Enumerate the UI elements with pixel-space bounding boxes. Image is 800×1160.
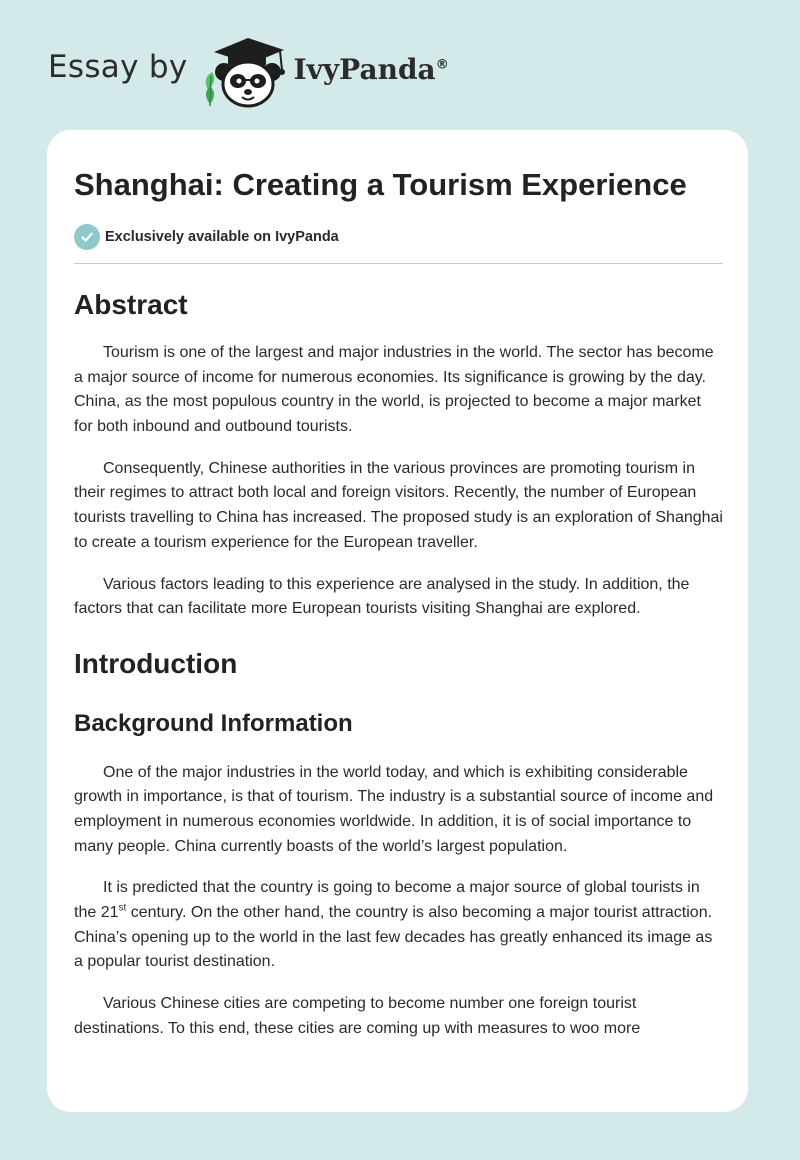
intro-paragraph: Various Chinese cities are competing to become number one foreign tourist destinations. To this end, these cities are coming up with measures to woo more <box>74 995 641 1037</box>
abstract-heading: Abstract <box>74 289 188 320</box>
essay-content <box>74 130 723 1041</box>
site-header-brand[interactable] <box>48 30 449 110</box>
intro-paragraph: It is predicted that the country is going to become a major source of global tourists in the 21st century. On the other hand, the country is also becoming a major tourist attraction. China’s opening up to the world in the last few decades has greatly enhanced its image as a popular tourist destination. <box>74 879 713 971</box>
introduction-heading: Introduction <box>74 647 238 679</box>
brand-prefix: Essay by <box>48 49 188 85</box>
brand-name: IvyPanda® <box>293 52 449 86</box>
abstract-paragraph: Tourism is one of the largest and major industries in the world. The sector has become a major source of income for numerous economies. Its significance is growing by the day. China, as the most populous country in the world, is projected to become a major market for both inbound and outbound tourists. <box>74 344 714 435</box>
intro-paragraph: One of the major industries in the world today, and which is exhibiting considerable growth in importance, is that of tourism. The industry is a substantial source of income and employment in numerous economies worldwide. In addition, it is of social importance to many people. China currently boasts of the world’s largest population. <box>74 763 714 855</box>
divider <box>74 263 723 264</box>
exclusive-badge <box>74 224 723 250</box>
abstract-paragraph: Consequently, Chinese authorities in the various provinces are promoting tourism in their regimes to attract both local and foreign visitors. Recently, the number of European tourists travelling to China has increased. The proposed study is an exploration of Shanghai to create a tourism experience for the European traveller. <box>74 459 723 551</box>
page-title: Shanghai: Creating a Tourism Experience <box>74 167 687 202</box>
abstract-paragraph: Various factors leading to this experience are analysed in the study. In addition, the factors that can facilitate more European tourists visiting Shanghai are explored. <box>74 575 690 618</box>
checkmark-icon <box>74 224 100 250</box>
badge-label: Exclusively available on IvyPanda <box>105 229 339 245</box>
essay-card <box>47 130 748 1112</box>
panda-logo-icon <box>200 30 292 110</box>
background-subheading: Background Information <box>74 709 353 737</box>
